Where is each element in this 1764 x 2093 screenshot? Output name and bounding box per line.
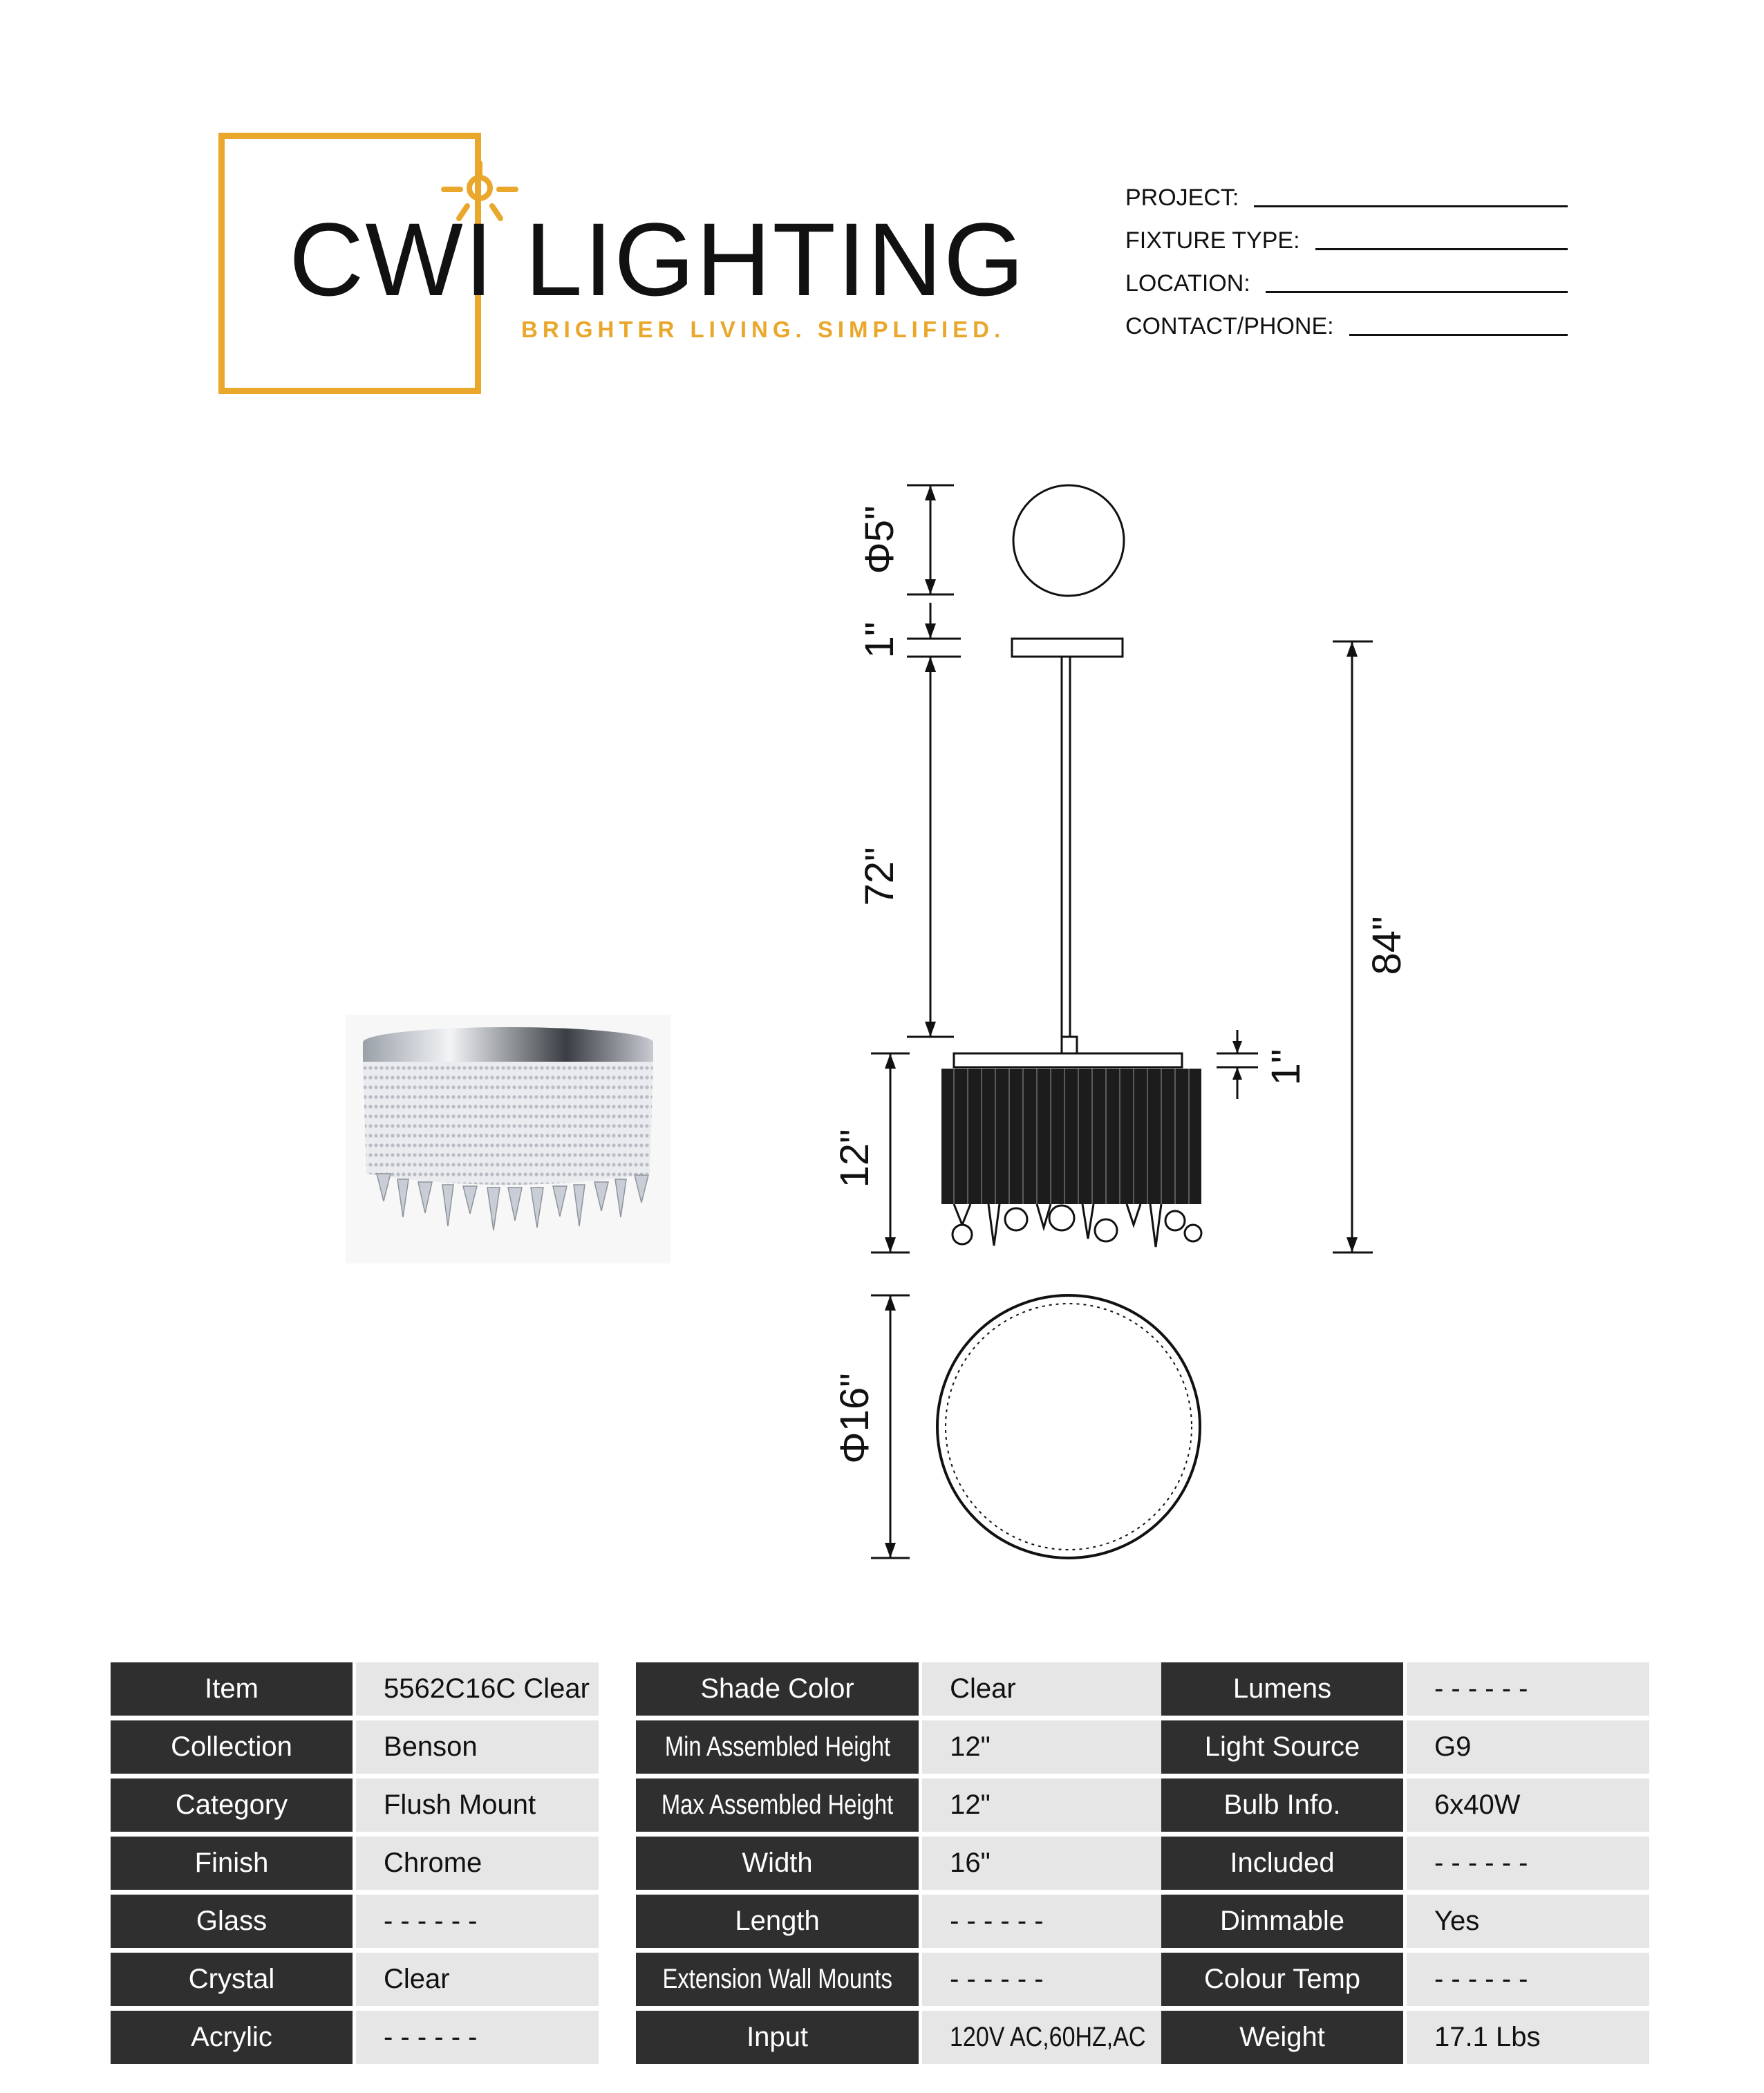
spec-value: Clear (353, 1953, 599, 2006)
form-label: CONTACT/PHONE: (1125, 313, 1334, 339)
canopy-side-view (1012, 639, 1123, 657)
spec-value: Flush Mount (353, 1778, 599, 1832)
dim-canopy-height: 1" (857, 621, 902, 659)
table-row (1161, 1662, 1649, 1716)
fixture-drum-side-view (941, 1069, 1201, 1247)
spec-label: Finish (111, 1837, 353, 1890)
spec-value: - - - - - - (919, 1953, 1181, 2006)
brand-tagline: BRIGHTER LIVING. SIMPLIFIED. (521, 317, 1006, 342)
spec-value: Yes (1403, 1895, 1649, 1948)
spec-value: - - - - - - (353, 1895, 599, 1948)
table-row (111, 1953, 599, 2006)
spec-table-general (111, 1658, 599, 2069)
spec-value: Clear (919, 1662, 1181, 1716)
form-label: FIXTURE TYPE: (1125, 227, 1300, 254)
table-row (636, 1837, 1181, 1890)
fixture-top-plate (954, 1053, 1182, 1067)
form-label: PROJECT: (1125, 185, 1239, 211)
spec-value: 12" (919, 1720, 1181, 1774)
spec-value: - - - - - - (919, 1895, 1181, 1948)
table-row (111, 2011, 599, 2064)
spec-label: Bulb Info. (1161, 1778, 1403, 1832)
spec-value: Chrome (353, 1837, 599, 1890)
dim-top-plate: 1" (1264, 1049, 1308, 1086)
table-row (636, 2011, 1181, 2064)
table-row (636, 1778, 1181, 1832)
dim-rod-length: 72" (857, 847, 902, 906)
spec-value: 5562C16C Clear (353, 1662, 599, 1716)
spec-value: 12" (919, 1778, 1181, 1832)
spec-label: Weight (1161, 2011, 1403, 2064)
table-row (1161, 1895, 1649, 1948)
dim-canopy-diameter: Φ5" (857, 505, 902, 574)
spec-label: Shade Color (636, 1662, 919, 1716)
table-row (111, 1837, 599, 1890)
spec-value: 16" (919, 1837, 1181, 1890)
dim-overall-height: 84" (1364, 916, 1409, 975)
table-row (111, 1720, 599, 1774)
dim-fixture-height: 12" (832, 1129, 877, 1188)
spec-label: Included (1161, 1837, 1403, 1890)
table-row (1161, 1953, 1649, 2006)
spec-label: Colour Temp (1161, 1953, 1403, 2006)
fixture-plan-view (937, 1295, 1200, 1558)
table-row (1161, 1837, 1649, 1890)
spec-label: Dimmable (1161, 1895, 1403, 1948)
spec-value: - - - - - - (1403, 1953, 1649, 2006)
spec-label: Width (636, 1837, 919, 1890)
spec-label: Collection (111, 1720, 353, 1774)
spec-value: - - - - - - (1403, 1662, 1649, 1716)
spec-value: - - - - - - (1403, 1837, 1649, 1890)
table-row (1161, 2011, 1649, 2064)
spec-value: G9 (1403, 1720, 1649, 1774)
table-row (1161, 1778, 1649, 1832)
spec-label: Lumens (1161, 1662, 1403, 1716)
brand-wordmark: CWI LIGHTING (289, 201, 1026, 317)
spec-label: Input (636, 2011, 919, 2064)
table-row (636, 1953, 1181, 2006)
table-row (111, 1895, 599, 1948)
table-row (1161, 1720, 1649, 1774)
spec-label: Max Assembled Height (636, 1778, 919, 1832)
form-label: LOCATION: (1125, 270, 1250, 297)
table-row (636, 1895, 1181, 1948)
spec-label: Min Assembled Height (636, 1720, 919, 1774)
table-row (111, 1778, 599, 1832)
spec-label: Acrylic (111, 2011, 353, 2064)
spec-value: - - - - - - (353, 2011, 599, 2064)
spec-label: Length (636, 1895, 919, 1948)
spec-label: Crystal (111, 1953, 353, 2006)
spec-label: Item (111, 1662, 353, 1716)
table-row (636, 1720, 1181, 1774)
dim-fixture-diameter: Φ16" (832, 1373, 877, 1464)
spec-label: Category (111, 1778, 353, 1832)
spec-value: 120V AC,60HZ,AC (919, 2011, 1181, 2064)
spec-table-electrical (1161, 1658, 1649, 2069)
spec-label: Light Source (1161, 1720, 1403, 1774)
spec-value: 17.1 Lbs (1403, 2011, 1649, 2064)
spec-label: Extension Wall Mounts (636, 1953, 919, 2006)
table-row (636, 1662, 1181, 1716)
spec-value: Benson (353, 1720, 599, 1774)
spec-label: Glass (111, 1895, 353, 1948)
spec-value: 6x40W (1403, 1778, 1649, 1832)
table-row (111, 1662, 599, 1716)
spec-table-dimensions (636, 1658, 1181, 2069)
canopy-top-view (1013, 485, 1124, 596)
